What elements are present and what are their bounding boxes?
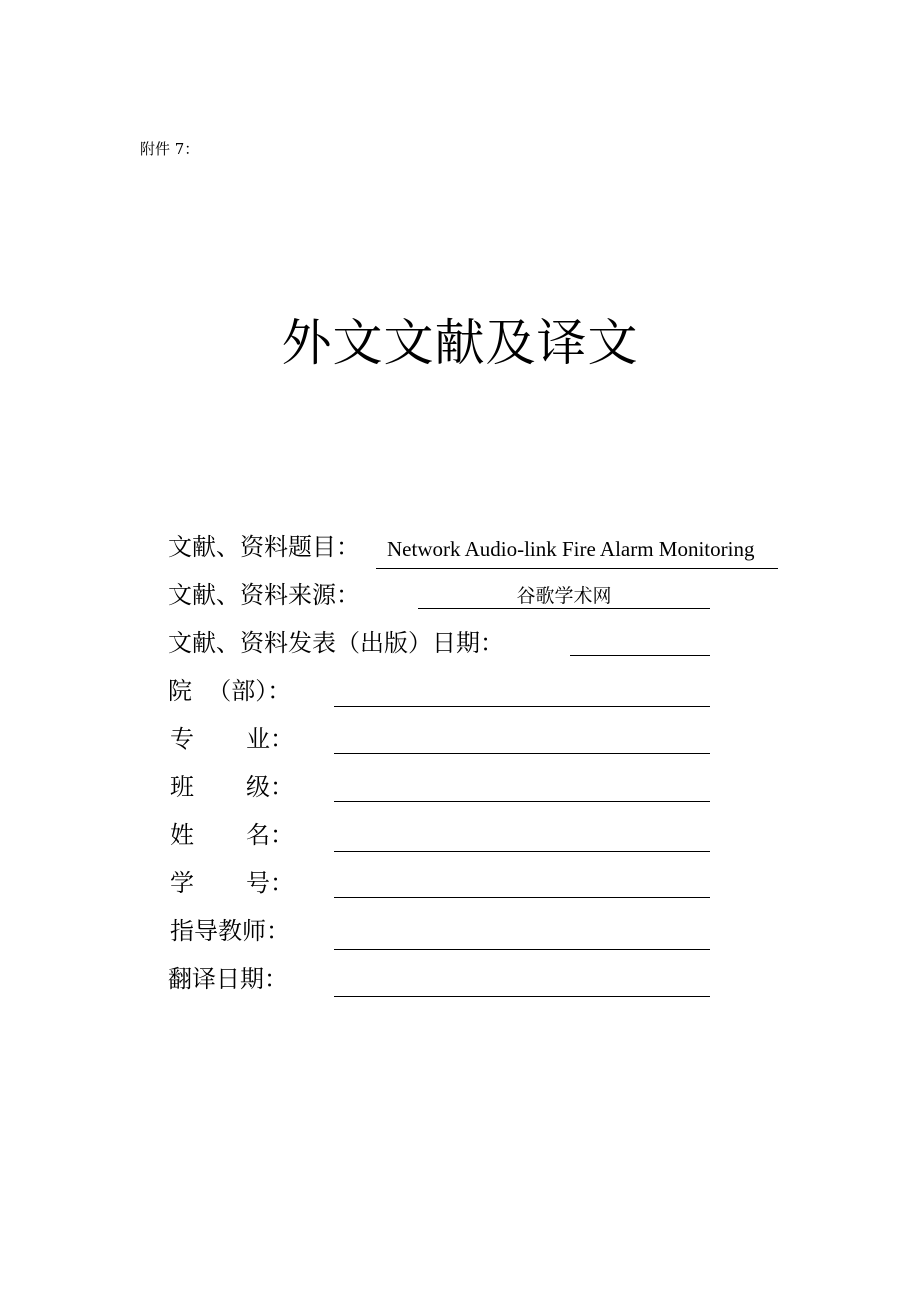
student-id-underline bbox=[334, 897, 710, 898]
topic-label: 文献、资料题目： bbox=[168, 533, 360, 561]
source-underline bbox=[418, 608, 710, 609]
translation-date-label: 翻译日期： bbox=[168, 965, 288, 993]
source-label: 文献、资料来源： bbox=[168, 581, 360, 609]
class-label-first: 班 bbox=[170, 773, 194, 801]
class-label-second: 级： bbox=[246, 773, 294, 801]
advisor-underline bbox=[334, 949, 710, 950]
department-underline bbox=[334, 706, 710, 707]
topic-underline bbox=[376, 568, 778, 569]
major-label-second: 业： bbox=[246, 725, 294, 753]
translation-date-underline bbox=[334, 996, 710, 997]
major-label-first: 专 bbox=[170, 725, 194, 753]
name-label bbox=[170, 820, 294, 850]
publish-date-underline bbox=[570, 655, 710, 656]
name-label-second: 名： bbox=[246, 821, 294, 849]
student-id-label-second: 号： bbox=[246, 869, 294, 897]
class-underline bbox=[334, 801, 710, 802]
publish-date-label: 文献、资料发表（出版）日期： bbox=[168, 629, 504, 657]
topic-value: Network Audio-link Fire Alarm Monitoring bbox=[387, 537, 755, 561]
class-label bbox=[170, 772, 294, 802]
name-underline bbox=[334, 851, 710, 852]
student-id-label-first: 学 bbox=[170, 869, 194, 897]
major-underline bbox=[334, 753, 710, 754]
attachment-label: 附件 7： bbox=[140, 140, 200, 158]
student-id-label bbox=[170, 868, 294, 898]
name-label-first: 姓 bbox=[170, 821, 194, 849]
page-title: 外文文献及译文 bbox=[281, 314, 639, 372]
advisor-label: 指导教师： bbox=[170, 917, 290, 945]
department-label: 院 （部）： bbox=[168, 677, 292, 705]
major-label bbox=[170, 724, 294, 754]
source-value: 谷歌学术网 bbox=[516, 585, 612, 607]
